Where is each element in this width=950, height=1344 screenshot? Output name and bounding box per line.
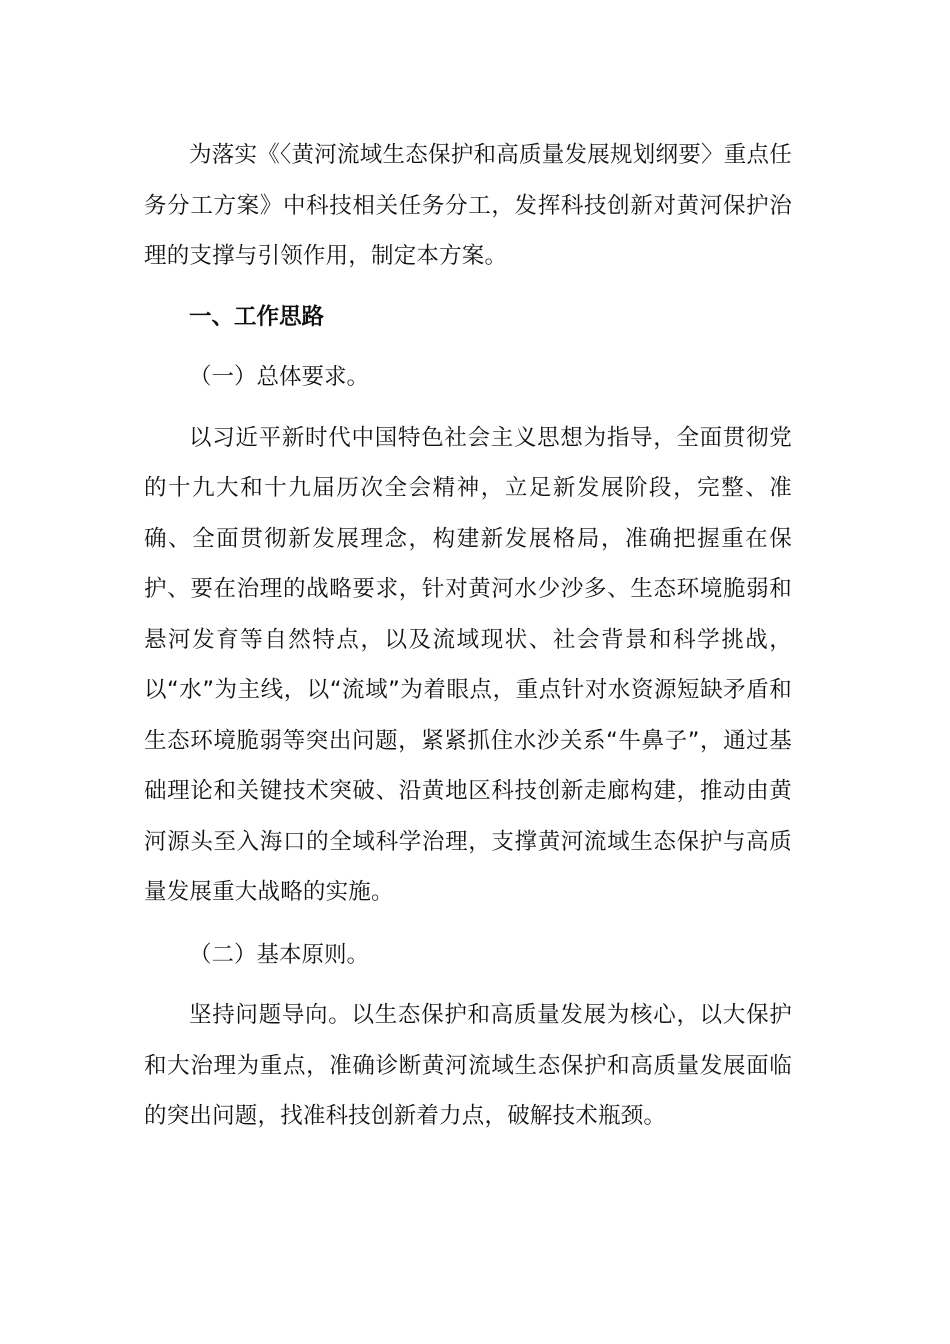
subsection-heading-basic-principles: （二）基本原则。 [189, 941, 370, 968]
general-requirements-paragraph: 以习近平新时代中国特色社会主义思想为指导，全面贯彻党的十九大和十九届历次全会精神，立足新发展阶段，完整、准确、全面贯彻新发展理念，构建新发展格局，准确把握重在保护、要在治理的战略要求，针对黄河水少沙多、生态环境脆弱和悬河发育等自然特点，以及流域现状、社会背景和科学挑战，以“水”为主线，以“流域”为着眼点，重点针对水资源短缺矛盾和生态环境脆弱等突出问题，紧紧抓住水沙关系“牛鼻子”，通过基础理论和关键技术突破、沿黄地区科技创新走廊构建，推动由黄河源头至入海口的全域科学治理，支撑黄河流域生态保护与高质量发展重大战略的实施。 [144, 424, 792, 905]
basic-principles-paragraph: 坚持问题导向。以生态保护和高质量发展为核心，以大保护和大治理为重点，准确诊断黄河流域生态保护和高质量发展面临的突出问题，找准科技创新着力点，破解技术瓶颈。 [144, 1002, 792, 1129]
intro-paragraph: 为落实《〈黄河流域生态保护和高质量发展规划纲要〉重点任务分工方案》中科技相关任务分工，发挥科技创新对黄河保护治理的支撑与引领作用，制定本方案。 [144, 142, 792, 269]
section-heading-work-approach: 一、工作思路 [189, 303, 325, 330]
document-body [144, 130, 792, 1142]
subsection-heading-general-requirements: （一）总体要求。 [189, 364, 370, 390]
